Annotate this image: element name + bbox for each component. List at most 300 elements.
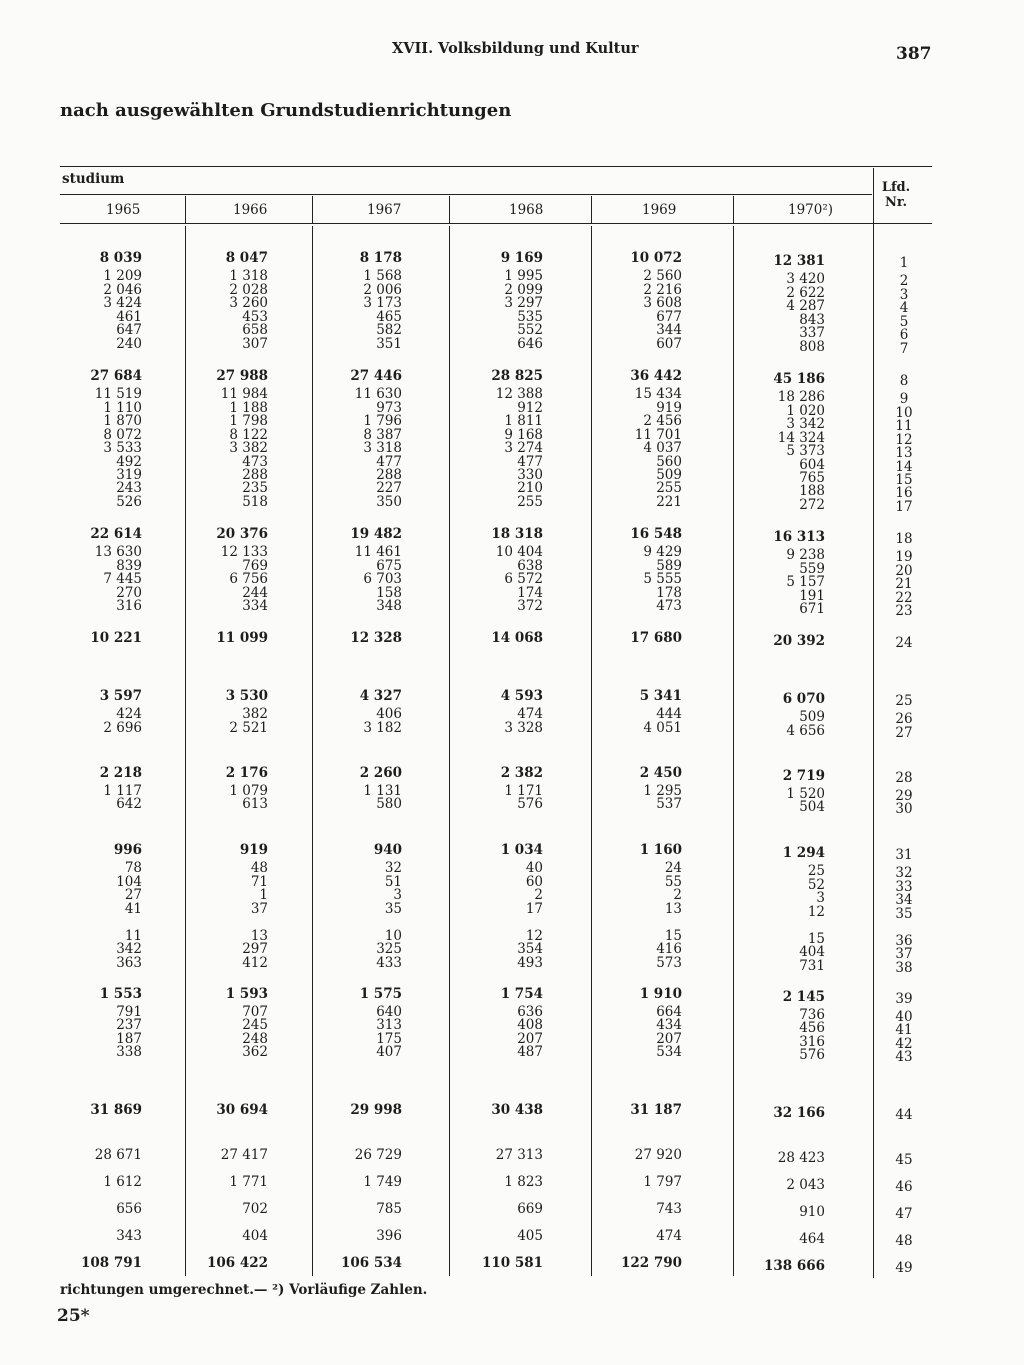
table-cell: 671 (799, 601, 825, 617)
table-cell: 334 (242, 598, 268, 614)
table-cell: 13 630 (94, 544, 142, 560)
table-cell: 13 (250, 928, 268, 944)
row-number: 49 (895, 1260, 913, 1276)
table-cell: 808 (799, 339, 825, 355)
table-cell: 351 (376, 336, 402, 352)
row-number: 15 (895, 472, 913, 488)
table-cell: 12 (807, 904, 825, 920)
row-number: 37 (895, 946, 913, 962)
table-cell: 1 131 (363, 783, 402, 799)
table-cell: 492 (116, 454, 142, 470)
table-cell: 17 680 (630, 630, 682, 646)
table-cell: 11 519 (94, 386, 142, 402)
table-cell: 55 (664, 874, 682, 890)
table-cell: 1 295 (643, 783, 682, 799)
table-cell: 29 998 (350, 1102, 402, 1118)
row-number: 39 (895, 991, 913, 1007)
table-cell: 27 988 (216, 368, 268, 384)
table-cell: 15 (807, 931, 825, 947)
row-number: 36 (895, 933, 913, 949)
row-number: 14 (895, 459, 913, 475)
table-cell: 244 (242, 585, 268, 601)
table-cell: 3 318 (363, 440, 402, 456)
row-number: 12 (895, 432, 913, 448)
table-cell: 243 (116, 480, 142, 496)
row-number: 28 (895, 770, 913, 786)
table-cell: 372 (517, 598, 543, 614)
table-cell: 104 (116, 874, 142, 890)
table-cell: 1 318 (229, 268, 268, 284)
row-number: 32 (895, 865, 913, 881)
table-cell: 3 (816, 890, 825, 906)
table-cell: 3 (393, 887, 402, 903)
table-cell: 27 (124, 887, 142, 903)
table-cell: 2 456 (643, 413, 682, 429)
table-cell: 839 (116, 558, 142, 574)
row-number: 41 (895, 1022, 913, 1038)
table-cell: 272 (799, 497, 825, 513)
table-cell: 12 388 (495, 386, 543, 402)
table-cell: 9 168 (504, 427, 543, 443)
table-cell: 2 521 (229, 720, 268, 736)
table-cell: 576 (799, 1047, 825, 1063)
table-cell: 919 (239, 842, 268, 858)
table-cell: 207 (517, 1031, 543, 1047)
row-number: 8 (899, 373, 909, 389)
table-cell: 1 160 (639, 842, 682, 858)
row-number: 11 (895, 418, 913, 434)
table-cell: 3 597 (99, 688, 142, 704)
year-header-1968: 1968 (509, 202, 544, 218)
table-cell: 30 694 (216, 1102, 268, 1118)
table-cell: 10 (384, 928, 402, 944)
table-cell: 313 (376, 1017, 402, 1033)
table-cell: 534 (656, 1044, 682, 1060)
table-cell: 191 (799, 588, 825, 604)
table-cell: 1 117 (103, 783, 142, 799)
row-number: 1 (899, 255, 909, 271)
table-cell: 11 701 (634, 427, 682, 443)
table-cell: 27 417 (220, 1147, 268, 1163)
table-cell: 245 (242, 1017, 268, 1033)
table-cell: 27 920 (634, 1147, 682, 1163)
table-cell: 106 422 (206, 1255, 268, 1271)
table-cell: 48 (250, 860, 268, 876)
lfd-header-line2: Nr. (884, 195, 908, 210)
table-cell: 736 (799, 1007, 825, 1023)
row-number: 43 (895, 1049, 913, 1065)
table-cell: 5 555 (643, 571, 682, 587)
table-cell: 338 (116, 1044, 142, 1060)
table-cell: 1 171 (504, 783, 543, 799)
row-number: 2 (899, 273, 909, 289)
row-number: 40 (895, 1009, 913, 1025)
year-header-1970: 1970²) (788, 202, 834, 218)
table-cell: 638 (517, 558, 543, 574)
table-cell: 1 995 (504, 268, 543, 284)
table-cell: 396 (376, 1228, 402, 1244)
table-cell: 207 (656, 1031, 682, 1047)
row-number: 3 (899, 287, 909, 303)
table-cell: 509 (656, 467, 682, 483)
table-cell: 8 047 (225, 250, 268, 266)
table-cell: 702 (242, 1201, 268, 1217)
table-cell: 16 313 (773, 529, 825, 545)
table-cell: 40 (525, 860, 543, 876)
table-cell: 8 039 (99, 250, 142, 266)
table-cell: 1 575 (359, 986, 402, 1002)
table-cell: 27 313 (495, 1147, 543, 1163)
table-cell: 912 (517, 400, 543, 416)
table-cell: 7 445 (103, 571, 142, 587)
table-cell: 658 (242, 322, 268, 338)
row-number: 31 (895, 847, 913, 863)
table-cell: 769 (242, 558, 268, 574)
table-cell: 3 297 (504, 295, 543, 311)
table-cell: 337 (799, 325, 825, 341)
table-cell: 35 (384, 901, 402, 917)
table-cell: 1 553 (99, 986, 142, 1002)
row-number: 20 (895, 563, 913, 579)
table-cell: 12 381 (773, 253, 825, 269)
table-cell: 14 324 (777, 430, 825, 446)
table-cell: 1 294 (782, 845, 825, 861)
table-cell: 60 (525, 874, 543, 890)
table-cell: 31 869 (90, 1102, 142, 1118)
table-cell: 473 (656, 598, 682, 614)
table-cell: 174 (517, 585, 543, 601)
table-cell: 2 260 (359, 765, 402, 781)
table-cell: 973 (376, 400, 402, 416)
table-cell: 319 (116, 467, 142, 483)
row-number: 30 (895, 801, 913, 817)
table-cell: 31 187 (630, 1102, 682, 1118)
table-cell: 4 037 (643, 440, 682, 456)
table-cell: 221 (656, 494, 682, 510)
table-cell: 576 (517, 796, 543, 812)
page-title: nach ausgewählten Grundstudienrichtungen (60, 100, 512, 121)
table-cell: 1 020 (786, 403, 825, 419)
table-cell: 791 (116, 1004, 142, 1020)
table-cell: 52 (807, 877, 825, 893)
table-cell: 526 (116, 494, 142, 510)
table-cell: 404 (799, 944, 825, 960)
table-cell: 343 (116, 1228, 142, 1244)
table-cell: 406 (376, 706, 402, 722)
table-cell: 28 671 (94, 1147, 142, 1163)
row-number: 26 (895, 711, 913, 727)
table-cell: 13 (664, 901, 682, 917)
signature-mark: 25* (57, 1306, 90, 1326)
table-cell: 1 811 (504, 413, 543, 429)
table-cell: 37 (250, 901, 268, 917)
table-cell: 3 182 (363, 720, 402, 736)
table-cell: 464 (799, 1231, 825, 1247)
table-cell: 1 188 (229, 400, 268, 416)
table-cell: 434 (656, 1017, 682, 1033)
table-cell: 2 622 (786, 285, 825, 301)
table-cell: 2 099 (504, 282, 543, 298)
table-cell: 6 572 (504, 571, 543, 587)
table-cell: 10 072 (630, 250, 682, 266)
table-cell: 1 520 (786, 786, 825, 802)
table-cell: 10 404 (495, 544, 543, 560)
table-cell: 51 (384, 874, 402, 890)
table-cell: 20 392 (773, 633, 825, 649)
table-cell: 18 318 (491, 526, 543, 542)
page-number: 387 (896, 44, 932, 64)
table-cell: 78 (124, 860, 142, 876)
table-cell: 2 006 (363, 282, 402, 298)
table-cell: 580 (376, 796, 402, 812)
group-label: studium (62, 171, 125, 187)
table-cell: 4 287 (786, 298, 825, 314)
table-cell: 45 186 (773, 371, 825, 387)
table-cell: 640 (376, 1004, 402, 1020)
table-cell: 1 910 (639, 986, 682, 1002)
table-cell: 1 823 (504, 1174, 543, 1190)
table-cell: 3 328 (504, 720, 543, 736)
table-cell: 19 482 (350, 526, 402, 542)
table-cell: 1 870 (103, 413, 142, 429)
table-cell: 604 (799, 457, 825, 473)
table-cell: 6 756 (229, 571, 268, 587)
table-cell: 664 (656, 1004, 682, 1020)
row-number: 35 (895, 906, 913, 922)
table-cell: 330 (517, 467, 543, 483)
table-cell: 24 (664, 860, 682, 876)
table-cell: 138 666 (763, 1258, 825, 1274)
table-cell: 473 (242, 454, 268, 470)
table-cell: 1 612 (103, 1174, 142, 1190)
table-cell: 28 825 (491, 368, 543, 384)
table-cell: 843 (799, 312, 825, 328)
table-cell: 6 703 (363, 571, 402, 587)
table-cell: 227 (376, 480, 402, 496)
table-cell: 110 581 (481, 1255, 543, 1271)
row-number: 44 (895, 1107, 913, 1123)
row-number: 24 (895, 635, 913, 651)
table-cell: 8 387 (363, 427, 402, 443)
table-cell: 1 568 (363, 268, 402, 284)
table-cell: 15 (664, 928, 682, 944)
table-cell: 12 133 (220, 544, 268, 560)
row-number: 38 (895, 960, 913, 976)
table-cell: 316 (799, 1034, 825, 1050)
table-cell: 461 (116, 309, 142, 325)
row-number: 45 (895, 1152, 913, 1168)
table-cell: 41 (124, 901, 142, 917)
row-number: 29 (895, 788, 913, 804)
table-cell: 1 749 (363, 1174, 402, 1190)
table-cell: 270 (116, 585, 142, 601)
table-cell: 477 (517, 454, 543, 470)
table-cell: 743 (656, 1201, 682, 1217)
table-cell: 316 (116, 598, 142, 614)
table-cell: 26 729 (354, 1147, 402, 1163)
table-cell: 354 (517, 941, 543, 957)
table-cell: 122 790 (620, 1255, 682, 1271)
table-cell: 3 260 (229, 295, 268, 311)
table-cell: 613 (242, 796, 268, 812)
table-cell: 474 (656, 1228, 682, 1244)
table-cell: 307 (242, 336, 268, 352)
table-cell: 12 328 (350, 630, 402, 646)
table-cell: 288 (242, 467, 268, 483)
table-cell: 25 (807, 863, 825, 879)
table-cell: 2 382 (500, 765, 543, 781)
table-cell: 14 068 (491, 630, 543, 646)
table-cell: 235 (242, 480, 268, 496)
table-cell: 433 (376, 955, 402, 971)
row-number: 10 (895, 405, 913, 421)
row-number: 9 (899, 391, 909, 407)
table-cell: 656 (116, 1201, 142, 1217)
table-cell: 465 (376, 309, 402, 325)
table-cell: 2 560 (643, 268, 682, 284)
table-cell: 405 (517, 1228, 543, 1244)
table-cell: 2 046 (103, 282, 142, 298)
table-cell: 1 034 (500, 842, 543, 858)
table-cell: 11 461 (354, 544, 402, 560)
table-cell: 2 145 (782, 989, 825, 1005)
table-cell: 15 434 (634, 386, 682, 402)
row-number: 4 (899, 300, 909, 316)
table-cell: 1 797 (643, 1174, 682, 1190)
table-cell: 996 (113, 842, 142, 858)
table-cell: 607 (656, 336, 682, 352)
table-cell: 2 218 (99, 765, 142, 781)
table-cell: 5 373 (786, 443, 825, 459)
row-number: 19 (895, 549, 913, 565)
row-number: 48 (895, 1233, 913, 1249)
row-number: 33 (895, 879, 913, 895)
table-cell: 1 771 (229, 1174, 268, 1190)
table-cell: 11 099 (216, 630, 268, 646)
table-cell: 4 327 (359, 688, 402, 704)
table-cell: 16 548 (630, 526, 682, 542)
table-cell: 2 176 (225, 765, 268, 781)
table-cell: 36 442 (630, 368, 682, 384)
table-cell: 288 (376, 467, 402, 483)
table-cell: 4 593 (500, 688, 543, 704)
table-cell: 8 178 (359, 250, 402, 266)
table-cell: 785 (376, 1201, 402, 1217)
row-number: 21 (895, 576, 913, 592)
table-cell: 175 (376, 1031, 402, 1047)
table-cell: 6 070 (782, 691, 825, 707)
row-number: 46 (895, 1179, 913, 1195)
row-number: 16 (895, 485, 913, 501)
table-cell: 27 684 (90, 368, 142, 384)
table-cell: 3 424 (103, 295, 142, 311)
table-cell: 3 382 (229, 440, 268, 456)
table-cell: 477 (376, 454, 402, 470)
table-cell: 474 (517, 706, 543, 722)
table-cell: 552 (517, 322, 543, 338)
table-cell: 22 614 (90, 526, 142, 542)
year-header-1967: 1967 (367, 202, 402, 218)
table-cell: 342 (116, 941, 142, 957)
table-cell: 363 (116, 955, 142, 971)
table-cell: 28 423 (777, 1150, 825, 1166)
table-cell: 642 (116, 796, 142, 812)
table-cell: 27 446 (350, 368, 402, 384)
table-cell: 8 122 (229, 427, 268, 443)
row-number: 22 (895, 590, 913, 606)
table-cell: 350 (376, 494, 402, 510)
table-cell: 297 (242, 941, 268, 957)
table-cell: 10 221 (90, 630, 142, 646)
row-number: 47 (895, 1206, 913, 1222)
table-cell: 11 (124, 928, 142, 944)
table-cell: 1 209 (103, 268, 142, 284)
table-cell: 707 (242, 1004, 268, 1020)
table-cell: 412 (242, 955, 268, 971)
table-cell: 2 028 (229, 282, 268, 298)
table-cell: 456 (799, 1020, 825, 1036)
table-cell: 504 (799, 799, 825, 815)
table-cell: 4 051 (643, 720, 682, 736)
table-cell: 647 (116, 322, 142, 338)
table-cell: 32 166 (773, 1105, 825, 1121)
table-cell: 636 (517, 1004, 543, 1020)
table-cell: 325 (376, 941, 402, 957)
table-cell: 919 (656, 400, 682, 416)
table-cell: 646 (517, 336, 543, 352)
row-number: 6 (899, 327, 909, 343)
row-number: 7 (899, 341, 909, 357)
row-number: 23 (895, 603, 913, 619)
table-cell: 11 630 (354, 386, 402, 402)
table-cell: 487 (517, 1044, 543, 1060)
row-number: 27 (895, 725, 913, 741)
row-number: 42 (895, 1036, 913, 1052)
table-cell: 9 169 (500, 250, 543, 266)
row-number: 34 (895, 892, 913, 908)
table-cell: 1 (259, 887, 268, 903)
row-number: 13 (895, 445, 913, 461)
table-cell: 8 072 (103, 427, 142, 443)
table-cell: 2 216 (643, 282, 682, 298)
table-cell: 20 376 (216, 526, 268, 542)
table-cell: 493 (517, 955, 543, 971)
row-number: 25 (895, 693, 913, 709)
table-cell: 559 (799, 561, 825, 577)
table-cell: 3 608 (643, 295, 682, 311)
table-cell: 560 (656, 454, 682, 470)
table-cell: 518 (242, 494, 268, 510)
year-header-1969: 1969 (642, 202, 677, 218)
table-cell: 12 (525, 928, 543, 944)
table-cell: 444 (656, 706, 682, 722)
chapter-heading: XVII. Volksbildung und Kultur (392, 40, 639, 57)
table-cell: 1 079 (229, 783, 268, 799)
table-cell: 187 (116, 1031, 142, 1047)
table-cell: 573 (656, 955, 682, 971)
table-cell: 589 (656, 558, 682, 574)
table-cell: 765 (799, 470, 825, 486)
table-cell: 407 (376, 1044, 402, 1060)
table-cell: 677 (656, 309, 682, 325)
table-cell: 537 (656, 796, 682, 812)
table-cell: 237 (116, 1017, 142, 1033)
table-cell: 3 274 (504, 440, 543, 456)
table-cell: 11 984 (220, 386, 268, 402)
table-cell: 240 (116, 336, 142, 352)
footnote: richtungen umgerechnet.— ²) Vorläufige Zahlen. (60, 1282, 428, 1298)
table-cell: 106 534 (340, 1255, 402, 1271)
